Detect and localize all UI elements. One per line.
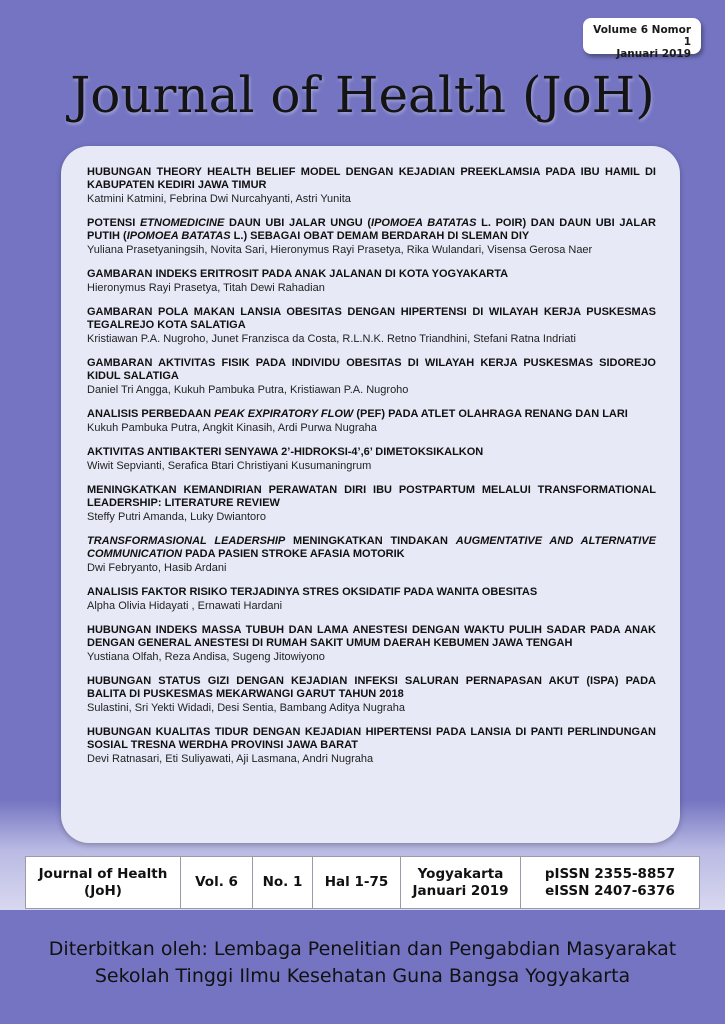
info-volume: Vol. 6 <box>181 857 253 909</box>
article-authors: Kristiawan P.A. Nugroho, Junet Franzisca da Costa, R.L.N.K. Retno Triandhini, Stefani Ratna Indriati <box>87 333 576 345</box>
article-title: ANALISIS PERBEDAAN PEAK EXPIRATORY FLOW (PEF) PADA ATLET OLAHRAGA RENANG DAN LARI <box>87 408 628 420</box>
article-authors: Hieronymus Rayi Prasetya, Titah Dewi Rahadian <box>87 282 325 294</box>
article-entry <box>87 408 656 435</box>
article-title: AKTIVITAS ANTIBAKTERI SENYAWA 2’-HIDROKSI-4’,6’ DIMETOKSIKALKON <box>87 446 484 458</box>
issue-badge <box>583 18 701 60</box>
article-entry <box>87 217 656 257</box>
article-entry <box>87 446 656 473</box>
article-entry <box>87 306 656 346</box>
article-entry <box>87 535 656 575</box>
article-title: GAMBARAN POLA MAKAN LANSIA OBESITAS DENGAN HIPERTENSI DI WILAYAH KERJA PUSKESMAS TEGALREJO KOTA SALATIGA <box>87 306 656 331</box>
article-authors: Devi Ratnasari, Eti Suliyawati, Aji Lasmana, Andri Nugraha <box>87 753 374 765</box>
publisher-text <box>0 936 725 990</box>
article-title: HUBUNGAN INDEKS MASSA TUBUH DAN LAMA ANESTESI DENGAN WAKTU PULIH SADAR PADA ANAK DENGAN GENERAL ANESTESI DI RUMAH SAKIT UMUM DAERAH KEBUMEN JAWA TENGAH <box>87 624 656 649</box>
article-entry <box>87 166 656 206</box>
article-title: HUBUNGAN KUALITAS TIDUR DENGAN KEJADIAN HIPERTENSI PADA LANSIA DI PANTI PERLINDUNGAN SOSIAL TRESNA WERDHA PROVINSI JAWA BARAT <box>87 726 656 751</box>
article-title: GAMBARAN INDEKS ERITROSIT PADA ANAK JALANAN DI KOTA YOGYAKARTA <box>87 268 509 280</box>
info-journal-name: Journal of Health (JoH) <box>26 857 181 909</box>
article-entry <box>87 268 656 295</box>
info-number: No. 1 <box>253 857 313 909</box>
article-authors: Yustiana Olfah, Reza Andisa, Sugeng Jitowiyono <box>87 651 325 663</box>
article-title: TRANSFORMASIONAL LEADERSHIP MENINGKATKAN TINDAKAN AUGMENTATIVE AND ALTERNATIVE COMMUNICATION PADA PASIEN STROKE AFASIA MOTORIK <box>87 535 657 560</box>
article-authors: Dwi Febryanto, Hasib Ardani <box>87 562 227 574</box>
publisher-line-2: Sekolah Tinggi Ilmu Kesehatan Guna Bangsa Yogyakarta <box>94 965 631 987</box>
article-entry <box>87 675 656 715</box>
article-title: POTENSI ETNOMEDICINE DAUN UBI JALAR UNGU (IPOMOEA BATATAS L. POIR) DAN DAUN UBI JALAR PUTIH (IPOMOEA BATATAS L.) SEBAGAI OBAT DEMAM BERDARAH DI SLEMAN DIY <box>87 217 656 242</box>
article-entry <box>87 624 656 664</box>
table-of-contents <box>61 146 680 843</box>
article-entry <box>87 484 656 524</box>
article-entry <box>87 726 656 766</box>
article-authors: Yuliana Prasetyaningsih, Novita Sari, Hieronymus Rayi Prasetya, Rika Wulandari, Visensa Gerosa Naer <box>87 244 593 256</box>
article-title: ANALISIS FAKTOR RISIKO TERJADINYA STRES OKSIDATIF PADA WANITA OBESITAS <box>87 586 538 598</box>
journal-title: Journal of Health (JoH) <box>70 66 655 124</box>
journal-info-table <box>25 856 700 909</box>
article-entry <box>87 586 656 613</box>
article-authors: Steffy Putri Amanda, Luky Dwiantoro <box>87 511 266 523</box>
article-title: HUBUNGAN THEORY HEALTH BELIEF MODEL DENGAN KEJADIAN PREEKLAMSIA PADA IBU HAMIL DI KABUPATEN KEDIRI JAWA TIMUR <box>87 166 656 191</box>
article-authors: Kukuh Pambuka Putra, Angkit Kinasih, Ardi Purwa Nugraha <box>87 422 377 434</box>
info-place-date: Yogyakarta Januari 2019 <box>401 857 521 909</box>
article-authors: Katmini Katmini, Febrina Dwi Nurcahyanti, Astri Yunita <box>87 193 351 205</box>
issue-date: Januari 2019 <box>616 48 691 60</box>
info-pages: Hal 1-75 <box>313 857 401 909</box>
issue-volume: Volume 6 Nomor 1 <box>593 24 691 48</box>
article-authors: Daniel Tri Angga, Kukuh Pambuka Putra, Kristiawan P.A. Nugroho <box>87 384 409 396</box>
article-title: GAMBARAN AKTIVITAS FISIK PADA INDIVIDU OBESITAS DI WILAYAH KERJA PUSKESMAS SIDOREJO KIDUL SALATIGA <box>87 357 656 382</box>
article-title: HUBUNGAN STATUS GIZI DENGAN KEJADIAN INFEKSI SALURAN PERNAPASAN AKUT (ISPA) PADA BALITA DI PUSKESMAS MEKARWANGI GARUT TAHUN 2018 <box>87 675 656 700</box>
article-title: MENINGKATKAN KEMANDIRIAN PERAWATAN DIRI IBU POSTPARTUM MELALUI TRANSFORMATIONAL LEADERSHIP: LITERATURE REVIEW <box>87 484 656 509</box>
article-authors: Sulastini, Sri Yekti Widadi, Desi Sentia, Bambang Aditya Nugraha <box>87 702 405 714</box>
article-authors: Alpha Olivia Hidayati , Ernawati Hardani <box>87 600 283 612</box>
article-entry <box>87 357 656 397</box>
article-authors: Wiwit Sepvianti, Serafica Btari Christiyani Kusumaningrum <box>87 460 372 472</box>
publisher-line-1: Diterbitkan oleh: Lembaga Penelitian dan Pengabdian Masyarakat <box>48 938 677 960</box>
info-issn: pISSN 2355-8857 eISSN 2407-6376 <box>521 857 700 909</box>
